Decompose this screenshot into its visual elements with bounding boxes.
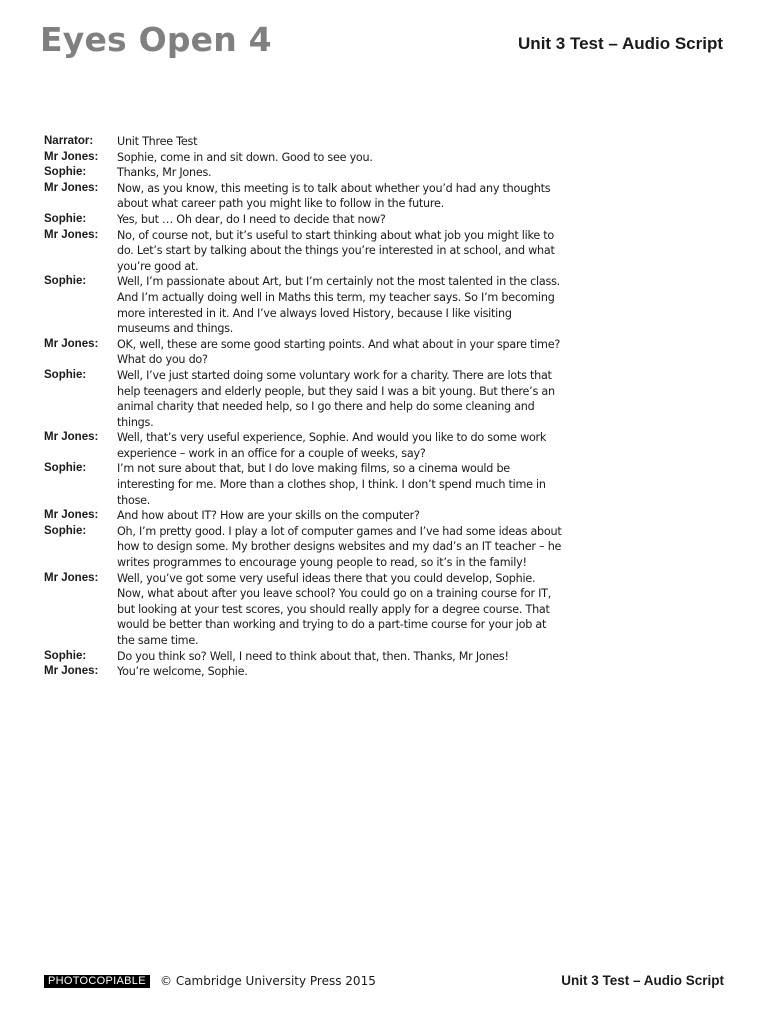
speech-text: OK, well, these are some good starting points. And what about in your spare time? What do you do? xyxy=(117,337,561,367)
speech-text: Thanks, Mr Jones. xyxy=(117,166,212,180)
speech-text: Unit Three Test xyxy=(117,135,198,148)
script-line xyxy=(44,430,564,461)
speaker-label: Sophie: xyxy=(44,275,87,288)
speech-text: Yes, but … Oh dear, do I need to decide that now? xyxy=(117,212,386,226)
speech-text: Well, that’s very useful experience, Sophie. And would you like to do some work experience – work in an office for a couple of weeks, say? xyxy=(117,431,547,460)
speaker-label: Narrator: xyxy=(44,135,94,147)
speech-text: Well, you’ve got some very useful ideas there that you could develop, Sophie. Now, what about after you leave school? You could go on a training course for IT, but looking at your test scores, you should really apply for a degree course. That would be better than working and trying to do a part-time course for your job at the same time. xyxy=(117,571,552,647)
footer-title: Unit 3 Test – Audio Script xyxy=(561,973,724,988)
page-footer xyxy=(44,972,724,992)
brand-title: Eyes Open 4 xyxy=(40,20,272,59)
speaker-label: Mr Jones: xyxy=(44,228,99,241)
speaker-label: Mr Jones: xyxy=(44,150,99,163)
speaker-label: Mr Jones: xyxy=(44,181,99,194)
script-line xyxy=(44,228,564,275)
speech-text: Well, I’m passionate about Art, but I’m certainly not the most talented in the class. And I’m actually doing well in Maths this term, my teacher says. So I’m becoming more interested in it. And I’ve always loved History, because I like visiting museums and things. xyxy=(117,275,560,336)
script-line xyxy=(44,212,564,228)
speaker-label: Sophie: xyxy=(44,368,87,381)
script-line xyxy=(44,165,564,181)
speech-text: Now, as you know, this meeting is to talk about whether you’d had any thoughts about what career path you might like to follow in the future. xyxy=(117,181,551,211)
script-line xyxy=(44,461,564,508)
photocopiable-badge: PHOTOCOPIABLE xyxy=(44,975,150,988)
script-line xyxy=(44,508,564,524)
speaker-label: Mr Jones: xyxy=(44,509,99,522)
script-line xyxy=(44,524,564,571)
speaker-label: Sophie: xyxy=(44,166,87,179)
script-line xyxy=(44,337,564,368)
speaker-label: Mr Jones: xyxy=(44,571,99,584)
script-line xyxy=(44,571,564,649)
speech-text: Do you think so? Well, I need to think about that, then. Thanks, Mr Jones! xyxy=(117,649,509,663)
script-line xyxy=(44,274,564,336)
speech-text: You’re welcome, Sophie. xyxy=(117,665,248,679)
script-line xyxy=(44,181,564,212)
speaker-label: Mr Jones: xyxy=(44,337,99,350)
script-line xyxy=(44,134,564,150)
speech-text: Oh, I’m pretty good. I play a lot of computer games and I’ve had some ideas about how to design some. My brother designs websites and my dad’s an IT teacher – he writes programmes to encourage young people to read, so it’s in the family! xyxy=(117,524,562,570)
script-line xyxy=(44,150,564,166)
speech-text: And how about IT? How are your skills on the computer? xyxy=(117,509,420,523)
speaker-label: Sophie: xyxy=(44,524,87,537)
speech-text: No, of course not, but it’s useful to start thinking about what job you might like to do. Let’s start by talking about the things you’re interested in at school, and what you’re good at. xyxy=(117,228,555,273)
speech-text: Well, I’ve just started doing some voluntary work for a charity. There are lots that help teenagers and elderly people, but they said I was a bit young. But there’s an animal charity that needed help, so I go there and help do some cleaning and things. xyxy=(117,368,555,429)
speaker-label: Sophie: xyxy=(44,462,87,475)
speech-text: I’m not sure about that, but I do love making films, so a cinema would be interesting for me. More than a clothes shop, I think. I don’t spend much time in those. xyxy=(117,462,546,507)
speech-text: Sophie, come in and sit down. Good to see you. xyxy=(117,150,373,164)
copyright-notice: © Cambridge University Press 2015 xyxy=(160,974,376,988)
audio-script xyxy=(44,134,564,680)
script-line xyxy=(44,649,564,665)
speaker-label: Mr Jones: xyxy=(44,431,99,444)
speaker-label: Mr Jones: xyxy=(44,665,99,678)
script-line xyxy=(44,368,564,430)
script-line xyxy=(44,664,564,680)
speaker-label: Sophie: xyxy=(44,649,87,662)
speaker-label: Sophie: xyxy=(44,212,87,225)
page-title: Unit 3 Test – Audio Script xyxy=(518,34,723,53)
